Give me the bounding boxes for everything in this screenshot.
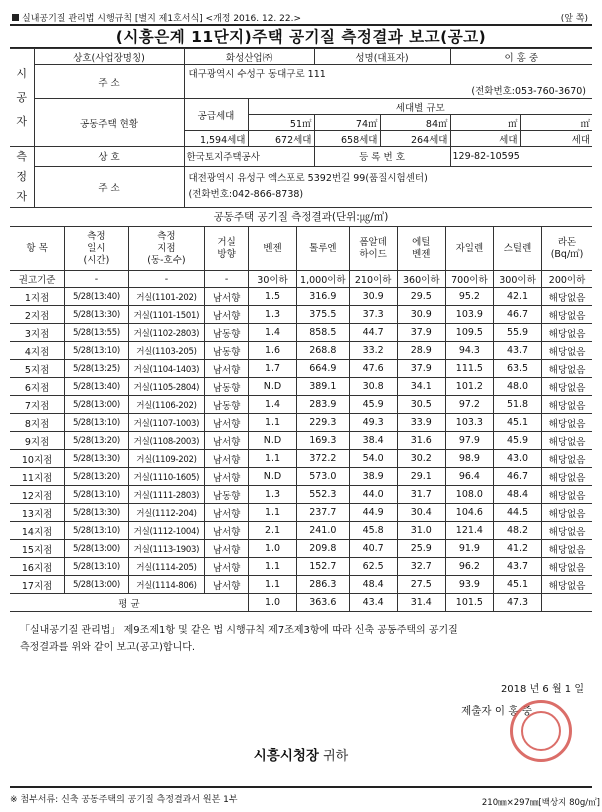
measurement-title: 공동주택 공기질 측정결과(단위:㎍/㎥) <box>213 211 389 223</box>
cell-radon: 해당없음 <box>542 432 592 450</box>
submitter: 제출자 이 홍 중 <box>461 705 532 717</box>
cell-dir: 남동향 <box>205 324 249 342</box>
cell-dir: 남동향 <box>205 378 249 396</box>
cell-styrene: 45.1 <box>493 576 541 594</box>
average-benzene: 1.0 <box>248 594 296 612</box>
cell-toluene: 858.5 <box>297 324 350 342</box>
cell-site: 거실(1102-2803) <box>128 324 205 342</box>
cell-radon: 해당없음 <box>542 378 592 396</box>
cell-dir: 남서향 <box>205 468 249 486</box>
size-count-4: 세대 <box>450 131 520 147</box>
cell-benzene: 1.1 <box>248 414 296 432</box>
cell-toluene: 237.7 <box>297 504 350 522</box>
regulation-text: 실내공기질 관리법 시행규칙 [별지 제1호서식] <개정 2016. 12. 22.> <box>22 14 301 24</box>
cell-ethylbenzene: 30.4 <box>397 504 445 522</box>
agency-address-text: 대전광역시 유성구 엑스포로 5392번길 99(품질시험센터) <box>188 172 428 184</box>
cell-point: 17지점 <box>10 576 65 594</box>
cell-toluene: 316.9 <box>297 288 350 306</box>
cell-toluene: 268.8 <box>297 342 350 360</box>
cell-time: 5/28(13:10) <box>65 414 128 432</box>
cell-formaldehyde: 33.2 <box>349 342 397 360</box>
standard-radon: 200이하 <box>542 271 592 288</box>
cell-toluene: 209.8 <box>297 540 350 558</box>
cell-benzene: 1.1 <box>248 450 296 468</box>
col-toluene: 톨루엔 <box>297 227 350 271</box>
standard-xylene: 700이하 <box>445 271 493 288</box>
cell-site: 거실(1114-806) <box>128 576 205 594</box>
cell-styrene: 41.2 <box>493 540 541 558</box>
table-row <box>10 288 592 306</box>
cell-formaldehyde: 48.4 <box>349 576 397 594</box>
cell-point: 16지점 <box>10 558 65 576</box>
agency-address <box>184 166 592 207</box>
cell-toluene: 375.5 <box>297 306 350 324</box>
cell-site: 거실(1109-202) <box>128 450 205 468</box>
cell-benzene: 1.4 <box>248 396 296 414</box>
cell-site: 거실(1114-205) <box>128 558 205 576</box>
table-row <box>10 378 592 396</box>
cell-radon: 해당없음 <box>542 522 592 540</box>
cell-ethylbenzene: 25.9 <box>397 540 445 558</box>
cell-ethylbenzene: 32.7 <box>397 558 445 576</box>
cell-ethylbenzene: 33.9 <box>397 414 445 432</box>
cell-benzene: N.D <box>248 432 296 450</box>
company-seal-stamp <box>510 700 572 762</box>
table-row <box>10 396 592 414</box>
cell-ethylbenzene: 29.5 <box>397 288 445 306</box>
col-direction: 거실 방향 <box>205 227 249 271</box>
representative-label: 성명(대표자) <box>314 49 450 65</box>
cell-point: 15지점 <box>10 540 65 558</box>
recipient <box>10 744 592 764</box>
size-count-2: 658세대 <box>314 131 380 147</box>
cell-styrene: 43.7 <box>493 342 541 360</box>
supply-units-label: 공급세대 <box>184 99 248 131</box>
table-row <box>10 342 592 360</box>
cell-formaldehyde: 44.7 <box>349 324 397 342</box>
agency-group-label: 측 정 자 <box>10 147 34 208</box>
cell-point: 12지점 <box>10 486 65 504</box>
col-item: 항 목 <box>10 227 65 271</box>
cell-time: 5/28(13:10) <box>65 342 128 360</box>
cell-time: 5/28(13:00) <box>65 396 128 414</box>
company-label: 상호(사업장명칭) <box>34 49 184 65</box>
table-row <box>10 522 592 540</box>
builder-address-text: 대구광역시 수성구 동대구로 111 <box>188 68 326 80</box>
table-row <box>10 306 592 324</box>
table-row <box>10 576 592 594</box>
standard-site: - <box>128 271 205 288</box>
average-label: 평 균 <box>10 594 248 612</box>
table-row <box>10 414 592 432</box>
cell-ethylbenzene: 34.1 <box>397 378 445 396</box>
average-toluene: 363.6 <box>297 594 350 612</box>
cell-dir: 남동향 <box>205 342 249 360</box>
cell-dir: 남서향 <box>205 432 249 450</box>
representative-name: 이 홍 중 <box>450 49 592 65</box>
cell-benzene: 1.1 <box>248 504 296 522</box>
cell-benzene: 1.0 <box>248 540 296 558</box>
cell-radon: 해당없음 <box>542 324 592 342</box>
cell-styrene: 43.7 <box>493 558 541 576</box>
cell-styrene: 46.7 <box>493 306 541 324</box>
col-radon: 라돈 (Bq/㎥) <box>542 227 592 271</box>
cell-ethylbenzene: 37.9 <box>397 360 445 378</box>
cell-xylene: 104.6 <box>445 504 493 522</box>
cell-time: 5/28(13:40) <box>65 288 128 306</box>
col-datetime: 측정 일시 (시간) <box>65 227 128 271</box>
recipient-suffix: 귀하 <box>323 749 349 764</box>
cell-ethylbenzene: 30.5 <box>397 396 445 414</box>
average-ethylbenzene: 31.4 <box>397 594 445 612</box>
unit-size-label: 세대별 규모 <box>248 99 592 115</box>
cell-styrene: 48.4 <box>493 486 541 504</box>
cell-xylene: 101.2 <box>445 378 493 396</box>
cell-toluene: 152.7 <box>297 558 350 576</box>
cell-benzene: 1.7 <box>248 360 296 378</box>
cell-radon: 해당없음 <box>542 558 592 576</box>
standard-styrene: 300이하 <box>493 271 541 288</box>
cell-xylene: 103.9 <box>445 306 493 324</box>
average-formaldehyde: 43.4 <box>349 594 397 612</box>
size-count-3: 264세대 <box>380 131 450 147</box>
cell-ethylbenzene: 30.2 <box>397 450 445 468</box>
col-benzene: 벤젠 <box>248 227 296 271</box>
size-4: ㎡ <box>450 115 520 131</box>
builder-phone: (전화번호:053-760-3670) <box>471 85 587 97</box>
cell-xylene: 94.3 <box>445 342 493 360</box>
standard-formaldehyde: 210이하 <box>349 271 397 288</box>
table-row <box>10 450 592 468</box>
cell-formaldehyde: 47.6 <box>349 360 397 378</box>
cell-radon: 해당없음 <box>542 450 592 468</box>
cell-styrene: 46.7 <box>493 468 541 486</box>
housing-status-label: 공동주택 현황 <box>34 99 184 147</box>
cell-time: 5/28(13:30) <box>65 504 128 522</box>
cell-site: 거실(1106-202) <box>128 396 205 414</box>
cell-ethylbenzene: 31.7 <box>397 486 445 504</box>
cell-toluene: 573.0 <box>297 468 350 486</box>
cell-time: 5/28(13:00) <box>65 576 128 594</box>
agency-reg-label: 등 록 번 호 <box>314 147 450 167</box>
cell-point: 6지점 <box>10 378 65 396</box>
cell-styrene: 48.2 <box>493 522 541 540</box>
average-xylene: 101.5 <box>445 594 493 612</box>
cell-point: 13지점 <box>10 504 65 522</box>
cell-dir: 남서향 <box>205 540 249 558</box>
cell-xylene: 95.2 <box>445 288 493 306</box>
company-name: 화성산업㈜ <box>184 49 314 65</box>
standard-ethylbenzene: 360이하 <box>397 271 445 288</box>
average-row <box>10 594 592 612</box>
cell-point: 4지점 <box>10 342 65 360</box>
cell-site: 거실(1111-2803) <box>128 486 205 504</box>
cell-radon: 해당없음 <box>542 360 592 378</box>
cell-formaldehyde: 49.3 <box>349 414 397 432</box>
page-title: (시흥은계 11단지)주택 공기질 측정결과 보고(공고) <box>10 26 592 48</box>
cell-radon: 해당없음 <box>542 486 592 504</box>
statement <box>10 612 592 656</box>
cell-ethylbenzene: 27.5 <box>397 576 445 594</box>
cell-site: 거실(1101-1501) <box>128 306 205 324</box>
cell-formaldehyde: 62.5 <box>349 558 397 576</box>
cell-dir: 남동향 <box>205 396 249 414</box>
standard-label: 권고기준 <box>10 271 65 288</box>
report-form <box>10 8 592 805</box>
statement-line-1: 「실내공기질 관리법」 제9조제1항 및 같은 법 시행규칙 제7조제3항에 따라 신축 공동주택의 공기질 <box>20 625 458 636</box>
cell-benzene: 2.1 <box>248 522 296 540</box>
cell-point: 7지점 <box>10 396 65 414</box>
standard-row <box>10 271 592 288</box>
average-styrene: 47.3 <box>493 594 541 612</box>
cell-time: 5/28(13:30) <box>65 306 128 324</box>
cell-time: 5/28(13:10) <box>65 486 128 504</box>
cell-styrene: 45.1 <box>493 414 541 432</box>
measurement-table <box>10 226 592 612</box>
cell-radon: 해당없음 <box>542 468 592 486</box>
cell-xylene: 109.5 <box>445 324 493 342</box>
cell-xylene: 93.9 <box>445 576 493 594</box>
cell-toluene: 372.2 <box>297 450 350 468</box>
size-1: 51㎡ <box>248 115 314 131</box>
cell-site: 거실(1103-205) <box>128 342 205 360</box>
agency-phone: (전화번호:042-866-8738) <box>188 188 304 200</box>
col-formaldehyde: 폼알데 하이드 <box>349 227 397 271</box>
cell-point: 1지점 <box>10 288 65 306</box>
cell-radon: 해당없음 <box>542 414 592 432</box>
cell-dir: 남서향 <box>205 450 249 468</box>
cell-formaldehyde: 44.9 <box>349 504 397 522</box>
agency-reg-number: 129-82-10595 <box>450 147 592 167</box>
cell-benzene: 1.6 <box>248 342 296 360</box>
size-2: 74㎡ <box>314 115 380 131</box>
standard-datetime: - <box>65 271 128 288</box>
cell-site: 거실(1104-1403) <box>128 360 205 378</box>
cell-xylene: 108.0 <box>445 486 493 504</box>
cell-formaldehyde: 38.9 <box>349 468 397 486</box>
cell-benzene: 1.3 <box>248 486 296 504</box>
size-5: ㎡ <box>520 115 592 131</box>
cell-site: 거실(1112-204) <box>128 504 205 522</box>
cell-styrene: 55.9 <box>493 324 541 342</box>
report-date: 2018 년 6 월 1 일 <box>500 684 584 695</box>
cell-benzene: 1.1 <box>248 558 296 576</box>
size-3: 84㎡ <box>380 115 450 131</box>
cell-radon: 해당없음 <box>542 396 592 414</box>
cell-formaldehyde: 54.0 <box>349 450 397 468</box>
cell-point: 14지점 <box>10 522 65 540</box>
cell-time: 5/28(13:10) <box>65 522 128 540</box>
cell-time: 5/28(13:10) <box>65 558 128 576</box>
standard-toluene: 1,000이하 <box>297 271 350 288</box>
page-side: (앞 쪽) <box>560 14 588 24</box>
cell-styrene: 48.0 <box>493 378 541 396</box>
agency-name-label: 상 호 <box>34 147 184 167</box>
size-count-1: 672세대 <box>248 131 314 147</box>
cell-ethylbenzene: 30.9 <box>397 306 445 324</box>
paper-spec: 210㎜×297㎜[백상지 80g/㎡] <box>481 798 600 808</box>
cell-xylene: 91.9 <box>445 540 493 558</box>
cell-time: 5/28(13:40) <box>65 378 128 396</box>
cell-site: 거실(1101-202) <box>128 288 205 306</box>
cell-xylene: 111.5 <box>445 360 493 378</box>
cell-styrene: 51.8 <box>493 396 541 414</box>
cell-formaldehyde: 45.9 <box>349 396 397 414</box>
cell-point: 9지점 <box>10 432 65 450</box>
cell-toluene: 552.3 <box>297 486 350 504</box>
table-row <box>10 486 592 504</box>
cell-time: 5/28(13:20) <box>65 432 128 450</box>
col-styrene: 스틸렌 <box>493 227 541 271</box>
cell-xylene: 96.4 <box>445 468 493 486</box>
cell-point: 2지점 <box>10 306 65 324</box>
cell-benzene: N.D <box>248 468 296 486</box>
cell-site: 거실(1108-2003) <box>128 432 205 450</box>
builder-address-label: 주 소 <box>34 65 184 99</box>
standard-benzene: 30이하 <box>248 271 296 288</box>
average-radon <box>542 594 592 612</box>
cell-time: 5/28(13:30) <box>65 450 128 468</box>
cell-ethylbenzene: 29.1 <box>397 468 445 486</box>
table-row <box>10 468 592 486</box>
cell-radon: 해당없음 <box>542 342 592 360</box>
standard-direction: - <box>205 271 249 288</box>
attachment-note: ※ 첨부서류: 신축 공동주택의 공기질 측정결과서 원본 1부 <box>10 786 592 805</box>
cell-point: 8지점 <box>10 414 65 432</box>
cell-xylene: 98.9 <box>445 450 493 468</box>
cell-ethylbenzene: 37.9 <box>397 324 445 342</box>
cell-styrene: 42.1 <box>493 288 541 306</box>
size-count-5: 세대 <box>520 131 592 147</box>
cell-toluene: 283.9 <box>297 396 350 414</box>
cell-formaldehyde: 45.8 <box>349 522 397 540</box>
cell-toluene: 229.3 <box>297 414 350 432</box>
cell-time: 5/28(13:25) <box>65 360 128 378</box>
cell-benzene: 1.3 <box>248 306 296 324</box>
cell-formaldehyde: 30.8 <box>349 378 397 396</box>
regulation-reference <box>12 11 301 24</box>
cell-toluene: 389.1 <box>297 378 350 396</box>
cell-toluene: 169.3 <box>297 432 350 450</box>
cell-benzene: N.D <box>248 378 296 396</box>
cell-site: 거실(1113-1903) <box>128 540 205 558</box>
cell-time: 5/28(13:00) <box>65 540 128 558</box>
cell-dir: 남서향 <box>205 360 249 378</box>
cell-styrene: 43.0 <box>493 450 541 468</box>
info-table <box>10 48 592 208</box>
table-row <box>10 360 592 378</box>
cell-site: 거실(1107-1003) <box>128 414 205 432</box>
cell-point: 10지점 <box>10 450 65 468</box>
cell-dir: 남서향 <box>205 414 249 432</box>
cell-site: 거실(1112-1004) <box>128 522 205 540</box>
cell-xylene: 97.2 <box>445 396 493 414</box>
cell-xylene: 103.3 <box>445 414 493 432</box>
cell-radon: 해당없음 <box>542 288 592 306</box>
cell-radon: 해당없음 <box>542 576 592 594</box>
cell-dir: 남서향 <box>205 576 249 594</box>
cell-ethylbenzene: 28.9 <box>397 342 445 360</box>
form-header <box>10 8 592 26</box>
cell-dir: 남서향 <box>205 288 249 306</box>
cell-time: 5/28(13:20) <box>65 468 128 486</box>
cell-dir: 남동향 <box>205 486 249 504</box>
table-row <box>10 324 592 342</box>
table-row <box>10 432 592 450</box>
cell-benzene: 1.1 <box>248 576 296 594</box>
cell-styrene: 44.5 <box>493 504 541 522</box>
supply-count: 1,594세대 <box>184 131 248 147</box>
builder-group-label: 시 공 자 <box>10 49 34 147</box>
cell-radon: 해당없음 <box>542 504 592 522</box>
cell-benzene: 1.5 <box>248 288 296 306</box>
cell-dir: 남서향 <box>205 522 249 540</box>
cell-formaldehyde: 38.4 <box>349 432 397 450</box>
col-xylene: 자일렌 <box>445 227 493 271</box>
cell-styrene: 45.9 <box>493 432 541 450</box>
cell-site: 거실(1105-2804) <box>128 378 205 396</box>
table-row <box>10 558 592 576</box>
table-row <box>10 504 592 522</box>
cell-formaldehyde: 44.0 <box>349 486 397 504</box>
measurement-header-row <box>10 227 592 271</box>
cell-benzene: 1.4 <box>248 324 296 342</box>
cell-toluene: 286.3 <box>297 576 350 594</box>
agency-name: 한국토지주택공사 <box>184 147 314 167</box>
cell-point: 11지점 <box>10 468 65 486</box>
agency-address-label: 주 소 <box>34 166 184 207</box>
cell-ethylbenzene: 31.6 <box>397 432 445 450</box>
cell-time: 5/28(13:55) <box>65 324 128 342</box>
table-row <box>10 540 592 558</box>
statement-line-2: 측정결과를 위와 같이 보고(공고)합니다. <box>20 642 196 653</box>
recipient-name: 시흥시청장 <box>253 748 319 764</box>
cell-point: 5지점 <box>10 360 65 378</box>
cell-formaldehyde: 30.9 <box>349 288 397 306</box>
col-ethylbenzene: 에틸 벤젠 <box>397 227 445 271</box>
cell-dir: 남서향 <box>205 504 249 522</box>
cell-radon: 해당없음 <box>542 306 592 324</box>
cell-dir: 남서향 <box>205 558 249 576</box>
cell-site: 거실(1110-1605) <box>128 468 205 486</box>
col-site: 측정 지점 (동-호수) <box>128 227 205 271</box>
cell-dir: 남서향 <box>205 306 249 324</box>
builder-address <box>184 65 592 99</box>
cell-styrene: 63.5 <box>493 360 541 378</box>
cell-formaldehyde: 40.7 <box>349 540 397 558</box>
cell-xylene: 97.9 <box>445 432 493 450</box>
cell-point: 3지점 <box>10 324 65 342</box>
square-bullet-icon <box>12 14 19 21</box>
cell-toluene: 664.9 <box>297 360 350 378</box>
cell-radon: 해당없음 <box>542 540 592 558</box>
cell-formaldehyde: 37.3 <box>349 306 397 324</box>
cell-ethylbenzene: 31.0 <box>397 522 445 540</box>
cell-xylene: 96.2 <box>445 558 493 576</box>
cell-toluene: 241.0 <box>297 522 350 540</box>
cell-xylene: 121.4 <box>445 522 493 540</box>
